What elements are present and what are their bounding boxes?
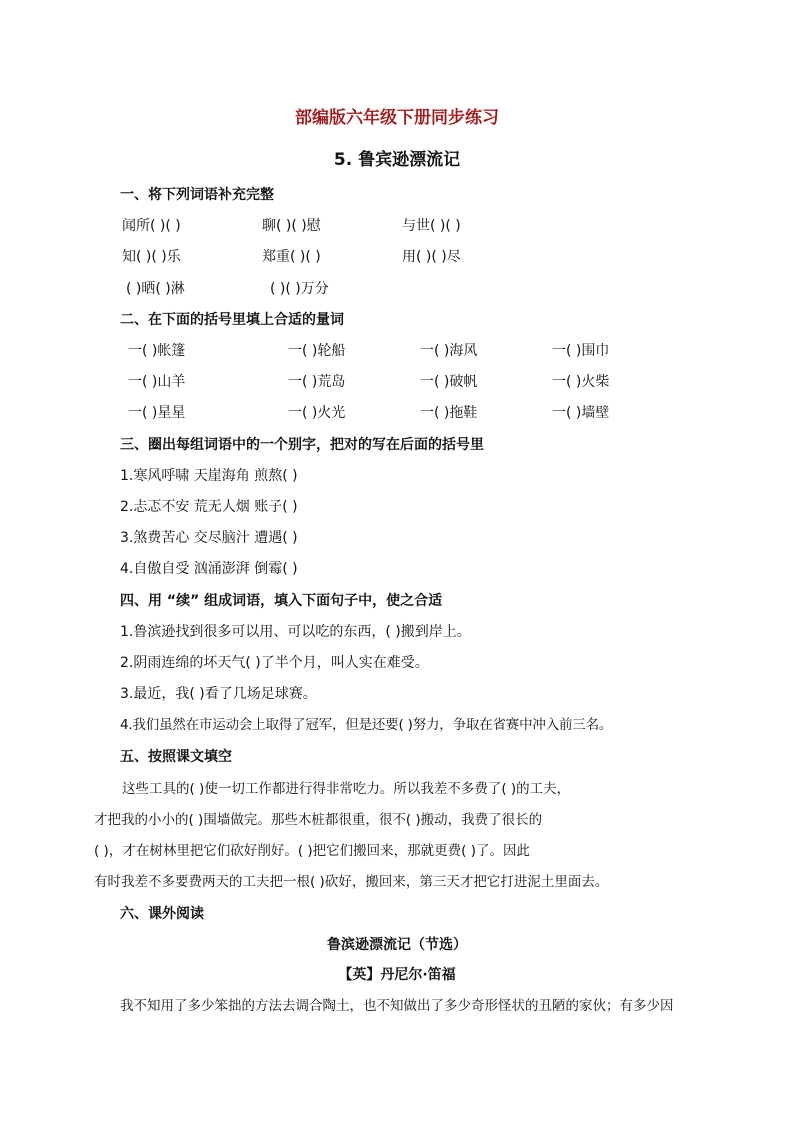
s2-r2-c2: 一( )荒岛 xyxy=(288,374,346,390)
s3-item-1: 1.寒风呼啸 天崖海角 煎熬( ) xyxy=(120,468,298,484)
s4-item-4: 4.我们虽然在市运动会上取得了冠军，但是还要( )努力，争取在省赛中冲入前三名。 xyxy=(120,717,613,733)
s2-r3-c3: 一( )拖鞋 xyxy=(420,405,478,421)
s2-r1-c4: 一( )围巾 xyxy=(552,343,610,359)
s1-r1-c1: 闻所( )( ) xyxy=(122,218,181,234)
s5-line-1: 这些工具的( )使一切工作都进行得非常吃力。所以我差不多费了( )的工夫， xyxy=(122,781,571,797)
s3-item-2: 2.忐忑不安 荒无人烟 账子( ) xyxy=(120,499,298,515)
section-1-heading: 一、将下列词语补充完整 xyxy=(120,187,274,203)
s2-r1-c2: 一( )轮船 xyxy=(288,343,346,359)
s5-line-4: 有时我差不多要费两天的工夫把一根( )砍好，搬回来，第三天才把它打进泥土里面去。 xyxy=(94,874,609,890)
section-4-heading: 四、用 “续” 组成词语，填入下面句子中，使之合适 xyxy=(120,593,443,609)
passage-author: 【英】丹尼尔·笛福 xyxy=(338,967,456,983)
s1-r1-c3: 与世( )( ) xyxy=(402,218,461,234)
s4-item-3: 3.最近，我( )看了几场足球赛。 xyxy=(120,686,317,702)
s1-r2-c1: 知( )( )乐 xyxy=(122,249,181,265)
document-title: 部编版六年级下册同步练习 xyxy=(295,108,499,128)
s2-r2-c1: 一( )山羊 xyxy=(128,374,186,390)
s2-r3-c1: 一( )星星 xyxy=(128,405,186,421)
s2-r1-c3: 一( )海风 xyxy=(420,343,478,359)
lesson-title: 5. 鲁宾逊漂流记 xyxy=(333,150,461,170)
s2-r2-c3: 一( )破帆 xyxy=(420,374,478,390)
passage-title: 鲁滨逊漂流记（节选） xyxy=(327,937,467,953)
section-6-heading: 六、课外阅读 xyxy=(120,906,204,922)
passage-first-line: 我不知用了多少笨拙的方法去调合陶土，也不知做出了多少奇形怪状的丑陋的家伙；有多少因 xyxy=(120,998,674,1014)
s4-item-1: 1.鲁滨逊找到很多可以用、可以吃的东西，( )搬到岸上。 xyxy=(120,624,471,640)
s1-r2-c2: 郑重( )( ) xyxy=(262,249,321,265)
s4-item-2: 2.阴雨连绵的坏天气( )了半个月，叫人实在难受。 xyxy=(120,655,429,671)
s3-item-4: 4.自傲自受 汹涌澎湃 倒霉( ) xyxy=(120,561,298,577)
s2-r2-c4: 一( )火柴 xyxy=(552,374,610,390)
section-3-heading: 三、圈出每组词语中的一个别字，把对的写在后面的括号里 xyxy=(120,437,484,453)
s1-r2-c3: 用( )( )尽 xyxy=(402,249,461,265)
s1-r3-c2: ( )( )万分 xyxy=(270,281,329,297)
s2-r3-c2: 一( )火光 xyxy=(288,405,346,421)
s2-r3-c4: 一( )墙壁 xyxy=(552,405,610,421)
s5-line-2: 才把我的小小的( )围墙做完。那些木桩都很重，很不( )搬动，我费了很长的 xyxy=(94,812,543,828)
s3-item-3: 3.煞费苦心 交尽脑汁 遭遇( ) xyxy=(120,530,298,546)
s1-r1-c2: 聊( )( )慰 xyxy=(262,218,321,234)
s5-line-3: ( )，才在树林里把它们砍好削好。( )把它们搬回来，那就更费( )了。因此 xyxy=(94,843,530,859)
s2-r1-c1: 一( )帐篷 xyxy=(128,343,186,359)
section-5-heading: 五、按照课文填空 xyxy=(120,749,232,765)
section-2-heading: 二、在下面的括号里填上合适的量词 xyxy=(120,312,344,328)
s1-r3-c1: ( )晒( )淋 xyxy=(126,281,185,297)
